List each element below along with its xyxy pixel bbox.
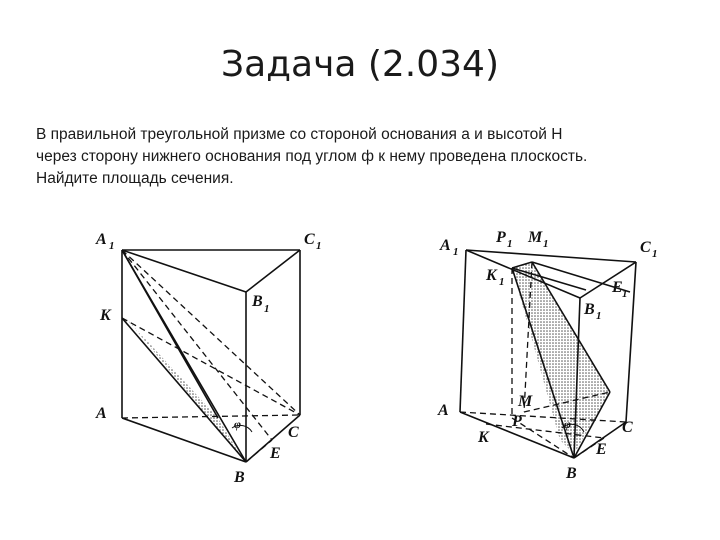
label-K1-sub: 1 bbox=[499, 276, 505, 288]
problem-line: В правильной треугольной призме со стороной основания а и высотой Н bbox=[36, 126, 563, 143]
label-M: M bbox=[518, 393, 533, 410]
label-B: B bbox=[234, 469, 245, 486]
label-E: E bbox=[596, 441, 607, 458]
label-K: K bbox=[100, 307, 111, 324]
label-C1: C bbox=[640, 239, 651, 256]
prism-drawing-right bbox=[434, 220, 690, 495]
problem-statement bbox=[36, 124, 706, 190]
label-E: E bbox=[270, 445, 281, 462]
label-A: A bbox=[438, 402, 449, 419]
label-B1-sub: 1 bbox=[596, 310, 602, 322]
label-B1: B bbox=[584, 301, 595, 318]
label-P: P bbox=[512, 413, 522, 430]
prism-figure-right bbox=[434, 220, 690, 500]
label-C: C bbox=[288, 424, 299, 441]
label-A: A bbox=[96, 405, 107, 422]
label-B: B bbox=[566, 465, 577, 482]
label-phi: φ bbox=[234, 417, 242, 431]
label-P1: P bbox=[496, 229, 506, 246]
label-A1-sub: 1 bbox=[453, 246, 459, 258]
label-A1: A bbox=[440, 237, 451, 254]
label-E1: E bbox=[612, 279, 623, 296]
prism-drawing-left bbox=[90, 220, 340, 495]
label-M1: M bbox=[528, 229, 543, 246]
label-C1-sub: 1 bbox=[316, 240, 322, 252]
label-P1-sub: 1 bbox=[507, 238, 513, 250]
label-B1-sub: 1 bbox=[264, 303, 270, 315]
label-K: K bbox=[478, 429, 489, 446]
label-C1-sub: 1 bbox=[652, 248, 658, 260]
label-C: C bbox=[622, 419, 633, 436]
problem-line: Найдите площадь сечения. bbox=[36, 170, 234, 187]
problem-line: через сторону нижнего основания под углом ф к нему проведена плоскость. bbox=[36, 148, 588, 165]
label-E1-sub: 1 bbox=[622, 288, 628, 300]
prism-figure-left bbox=[90, 220, 340, 500]
slide-title: Задача (2.034) bbox=[220, 44, 499, 85]
label-C1: C bbox=[304, 231, 315, 248]
label-phi: φ bbox=[564, 417, 572, 431]
label-K1: K bbox=[486, 267, 497, 284]
label-M1-sub: 1 bbox=[543, 238, 549, 250]
label-B1: B bbox=[252, 293, 263, 310]
label-A1: A bbox=[96, 231, 107, 248]
label-A1-sub: 1 bbox=[109, 240, 115, 252]
